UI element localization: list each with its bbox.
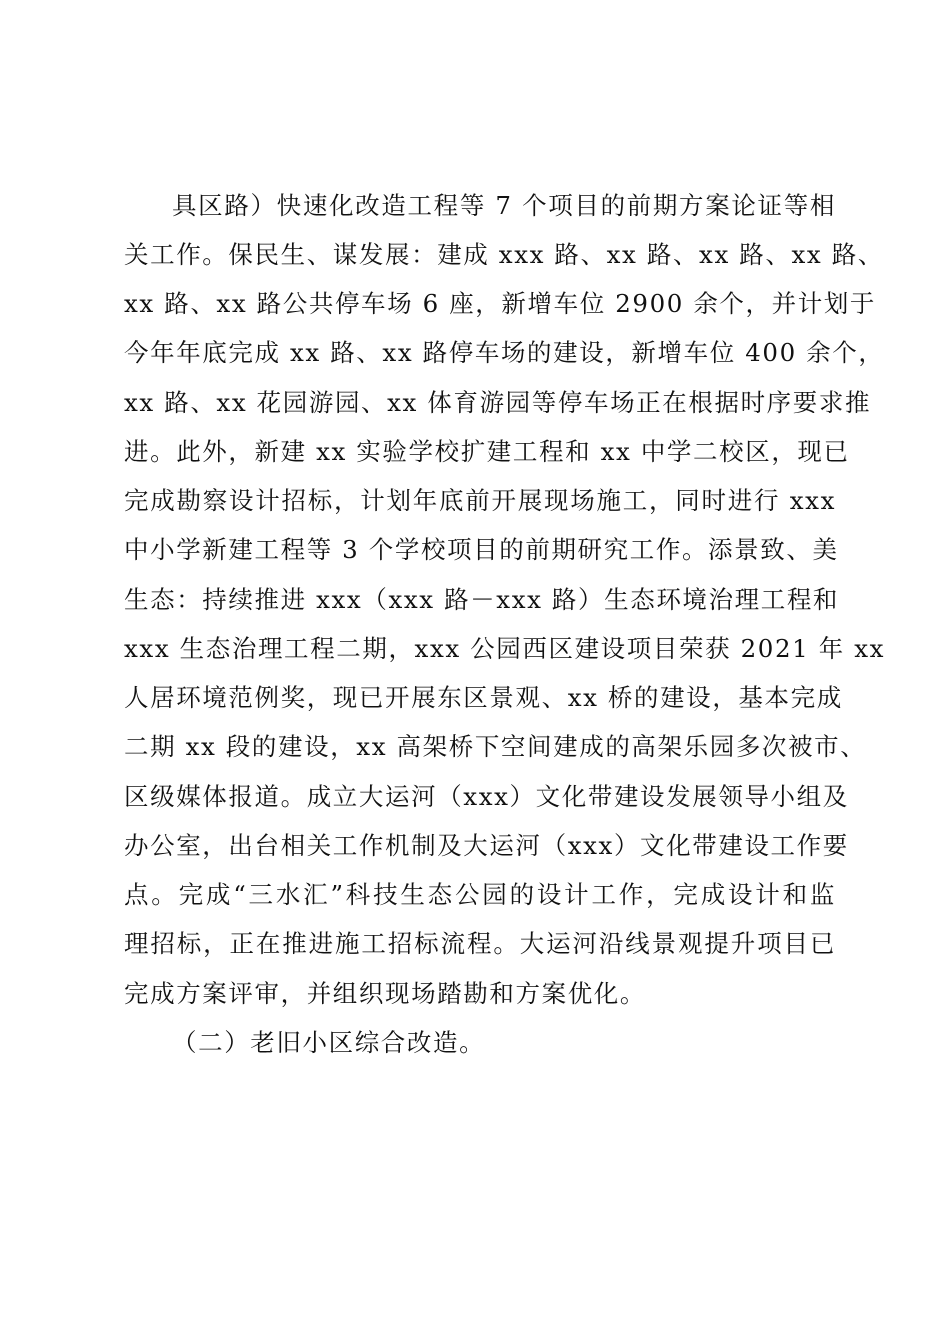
paragraph-line-7: 完成勘察设计招标，计划年底前开展现场施工，同时进行 xxx — [124, 486, 836, 515]
paragraph-line-9: 生态：持续推进 xxx（xxx 路－xxx 路）生态环境治理工程和 — [124, 585, 840, 614]
paragraph-line-10: xxx 生态治理工程二期，xxx 公园西区建设项目荣获 2021 年 xx — [124, 634, 886, 663]
paragraph-line-8: 中小学新建工程等 3 个学校项目的前期研究工作。添景致、美 — [124, 535, 839, 564]
paragraph-line-4: 今年年底完成 xx 路、xx 路停车场的建设，新增车位 400 余个， — [124, 338, 885, 367]
paragraph-line-17: 完成方案评审，并组织现场踏勘和方案优化。 — [124, 979, 646, 1008]
paragraph-line-1: 具区路）快速化改造工程等 7 个项目的前期方案论证等相 — [172, 191, 836, 220]
paragraph-line-2: 关工作。保民生、谋发展：建成 xxx 路、xx 路、xx 路、xx 路、 — [124, 240, 884, 269]
paragraph-line-6: 进。此外，新建 xx 实验学校扩建工程和 xx 中学二校区，现已 — [124, 437, 850, 466]
paragraph-line-16: 理招标，正在推进施工招标流程。大运河沿线景观提升项目已 — [124, 929, 836, 958]
section-heading: （二）老旧小区综合改造。 — [172, 1028, 486, 1057]
paragraph-line-5: xx 路、xx 花园游园、xx 体育游园等停车场正在根据时序要求推 — [124, 388, 872, 417]
paragraph-line-14: 办公室，出台相关工作机制及大运河（xxx）文化带建设工作要 — [124, 831, 849, 860]
paragraph-line-15: 点。完成“三水汇”科技生态公园的设计工作，完成设计和监 — [124, 880, 836, 909]
paragraph-line-3: xx 路、xx 路公共停车场 6 座，新增车位 2900 余个，并计划于 — [124, 289, 877, 318]
paragraph-line-13: 区级媒体报道。成立大运河（xxx）文化带建设发展领导小组及 — [124, 782, 849, 811]
paragraph-line-11: 人居环境范例奖，现已开展东区景观、xx 桥的建设，基本完成 — [124, 683, 843, 712]
paragraph-line-12: 二期 xx 段的建设，xx 高架桥下空间建成的高架乐园多次被市、 — [124, 732, 867, 761]
